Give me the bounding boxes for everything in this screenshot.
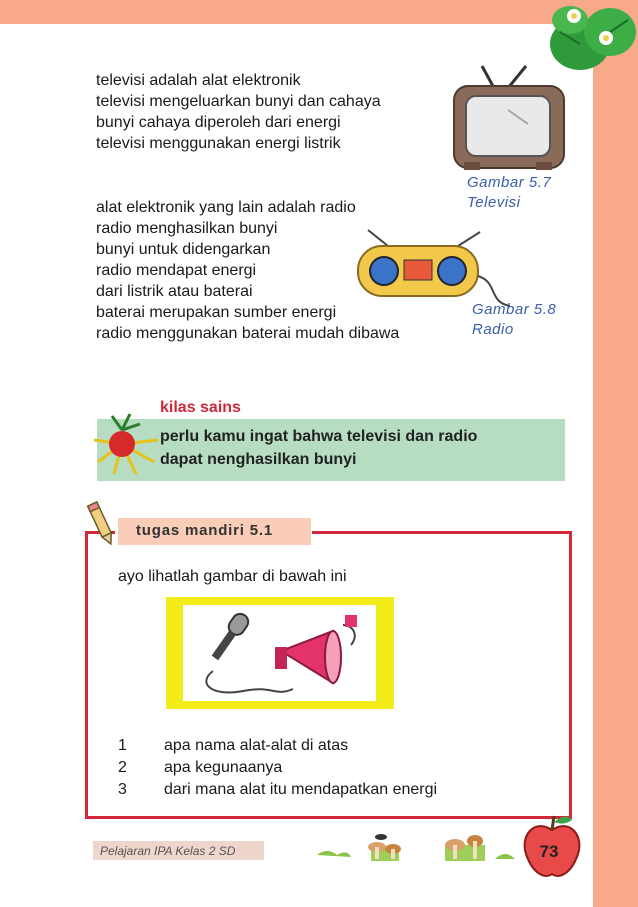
radio-illustration [348,226,513,310]
paragraph-line: baterai merupakan sumber energi [96,304,337,321]
page-number: 73 [539,842,559,861]
paragraph-line: televisi mengeluarkan bunyi dan cahaya [96,93,381,110]
television-illustration [448,62,570,174]
footer-book-title: Pelajaran IPA Kelas 2 SD [100,844,236,858]
paragraph-line: televisi adalah alat elektronik [96,72,301,89]
question-text: apa kegunaanya [164,759,283,776]
frame-top-border [312,531,572,534]
question-number: 3 [118,781,127,798]
paragraph-line: radio menggunakan baterai mudah dibawa [96,325,400,342]
paragraph-line: radio menghasilkan bunyi [96,220,278,237]
kilas-line: perlu kamu ingat bahwa televisi dan radio [160,428,478,445]
paragraph-line: bunyi cahaya diperoleh dari energi [96,114,341,131]
kilas-line: dapat nenghasilkan bunyi [160,451,357,468]
question-number: 2 [118,759,127,776]
caption-title: Radio [472,321,514,338]
television-paragraph [96,70,381,154]
task-intro: ayo lihatlah gambar di bawah ini [118,568,347,585]
kilas-sains-text [160,425,477,471]
paragraph-line: televisi menggunakan energi listrik [96,135,341,152]
paragraph-line: radio mendapat energi [96,262,257,279]
question-text: apa nama alat-alat di atas [164,737,349,754]
paragraph-line: alat elektronik yang lain adalah radio [96,199,356,216]
paragraph-line: dari listrik atau baterai [96,283,253,300]
list-item [118,779,437,801]
caption-title: Televisi [467,194,521,211]
paragraph-line: bunyi untuk didengarkan [96,241,271,258]
list-item [118,757,437,779]
question-number: 1 [118,737,127,754]
question-text: dari mana alat itu mendapatkan energi [164,781,438,798]
caption-number: Gambar 5.8 [472,301,557,318]
microphone-megaphone-illustration [183,605,376,701]
caption-number: Gambar 5.7 [467,174,552,191]
pencil-icon [87,500,117,550]
tugas-mandiri-label: tugas mandiri 5.1 [136,522,273,539]
mushroom-grass-decoration [315,829,525,865]
question-list [118,735,437,801]
right-color-band [593,0,638,907]
list-item [118,735,437,757]
kilas-sains-title: kilas sains [160,399,241,416]
figure-caption-radio [472,300,556,340]
figure-caption-television [467,173,551,213]
apple-sun-icon [88,404,168,480]
